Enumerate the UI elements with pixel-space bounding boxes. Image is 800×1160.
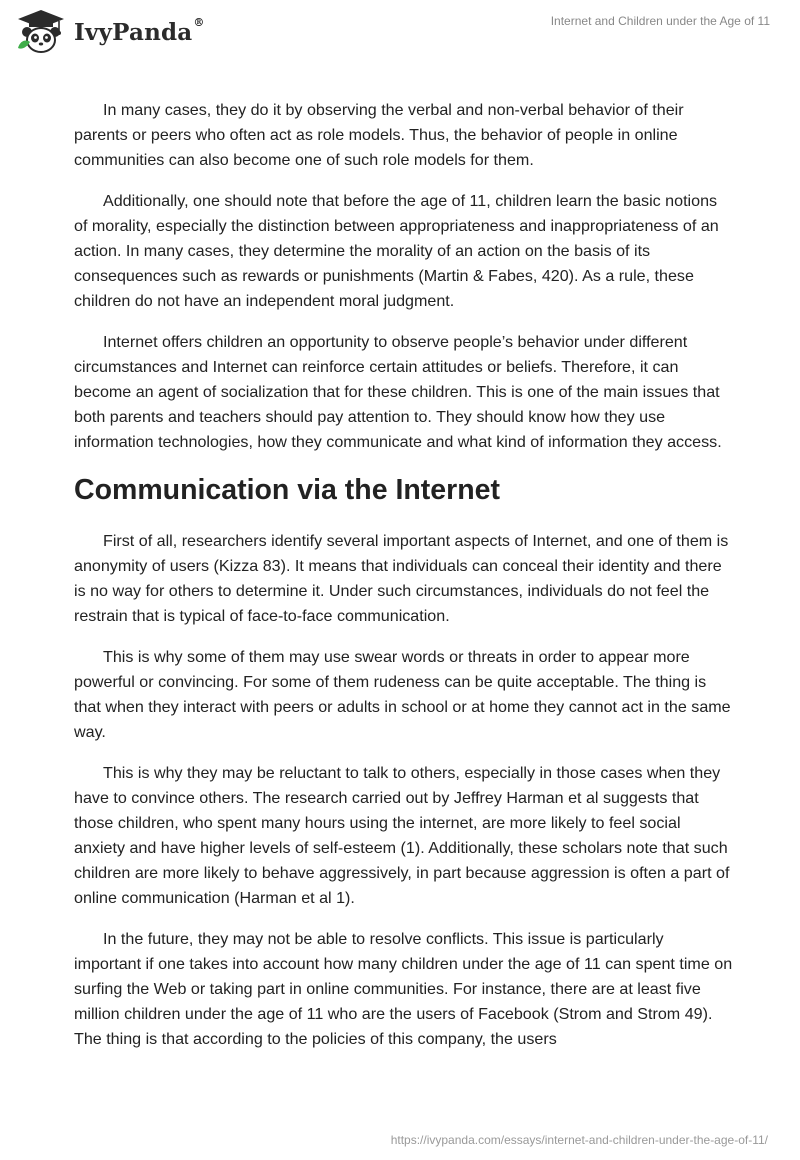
ivypanda-logo[interactable] bbox=[14, 8, 205, 56]
section-heading: Communication via the Internet bbox=[74, 474, 500, 506]
paragraph: Additionally, one should note that before the age of 11, children learn the basic notions of morality, especially the distinction between appropriateness and inappropriateness of an action. In many cases, they determine the morality of an action on the basis of its consequences such as rewards or punishments (Martin & Fabes, 420). As a rule, these children do not have an independent moral judgment. bbox=[74, 192, 719, 310]
source-url-link[interactable]: https://ivypanda.com/essays/internet-and-children-under-the-age-of-11/ bbox=[390, 1133, 768, 1147]
essay-body bbox=[74, 98, 734, 1068]
paragraph: This is why they may be reluctant to talk to others, especially in those cases when they have to convince others. The research carried out by Jeffrey Harman et al suggests that those children, who spent many hours using the internet, are more likely to feel social anxiety and have higher levels of self-esteem (1). Additionally, these scholars note that such children are more likely to behave aggressively, in part because aggression is often a part of online communication (Harman et al 1). bbox=[74, 764, 730, 907]
paragraph: Internet offers children an opportunity to observe people’s behavior under different circumstances and Internet can reinforce certain attitudes or beliefs. Therefore, it can become an agent of socialization that for these children. This is one of the main issues that both parents and teachers should pay attention to. They should know how they use information technologies, how they communicate and what kind of information they access. bbox=[74, 333, 722, 451]
logo-text: IvyPanda® bbox=[74, 15, 205, 46]
paragraph: In the future, they may not be able to resolve conflicts. This issue is particularly important if one takes into account how many children under the age of 11 can spent time on surfing the Web or taking part in online communities. For instance, there are at least five million children under the age of 11 who are the users of Facebook (Strom and Strom 49). The thing is that according to the policies of this company, the users bbox=[74, 930, 733, 1048]
paragraph: In many cases, they do it by observing the verbal and non-verbal behavior of their parents or peers who often act as role models. Thus, the behavior of people in online communities can also become one of such role models for them. bbox=[74, 101, 684, 169]
paragraph: This is why some of them may use swear words or threats in order to appear more powerful or convincing. For some of them rudeness can be quite acceptable. The thing is that when they interact with peers or adults in school or at home they cannot act in the same way. bbox=[74, 648, 731, 741]
document-title: Internet and Children under the Age of 11 bbox=[550, 14, 770, 28]
page-header bbox=[0, 0, 800, 64]
paragraph: First of all, researchers identify several important aspects of Internet, and one of them is anonymity of users (Kizza 83). It means that individuals can conceal their identity and there is no way for others to determine it. Under such circumstances, individuals do not feel the restrain that is typical of face-to-face communication. bbox=[74, 532, 729, 625]
panda-graduate-icon bbox=[14, 8, 68, 56]
